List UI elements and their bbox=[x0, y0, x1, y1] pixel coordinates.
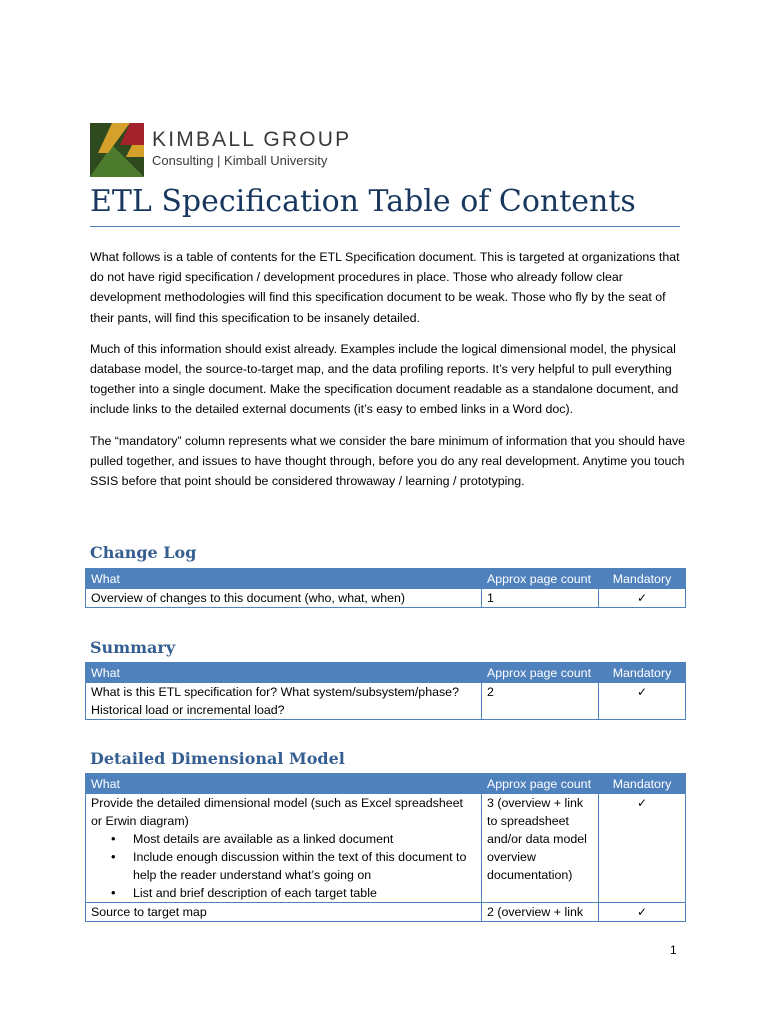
change-log-table bbox=[85, 568, 686, 608]
header-pages: Approx page count bbox=[482, 569, 599, 589]
header-mandatory: Mandatory bbox=[599, 663, 686, 683]
section-heading-summary: Summary bbox=[90, 638, 176, 657]
cell-what: What is this ETL specification for? What system/subsystem/phase? Historical load or incremental load? bbox=[86, 683, 482, 720]
checkmark-icon: ✓ bbox=[636, 685, 648, 699]
intro-paragraph: The “mandatory” column represents what we consider the bare minimum of information that you should have pulled together, and issues to have thought through, before you do any real development. Anytime you touch SSIS before that point should be considered throwaway / learning / prototyping. bbox=[90, 433, 686, 489]
table-row bbox=[86, 794, 686, 903]
checkmark-icon: ✓ bbox=[636, 591, 648, 605]
checkmark-icon: ✓ bbox=[636, 905, 648, 919]
page-number: 1 bbox=[670, 943, 677, 957]
dimensional-model-table bbox=[85, 773, 686, 922]
cell-pages: 2 (overview + link bbox=[482, 903, 599, 922]
table-header-row bbox=[86, 569, 686, 589]
kimball-logo-icon bbox=[90, 123, 144, 177]
section-heading-change-log: Change Log bbox=[90, 543, 197, 562]
cell-pages: 3 (overview + link to spreadsheet and/or data model overview documentation) bbox=[482, 794, 599, 903]
summary-table bbox=[85, 662, 686, 720]
header-what: What bbox=[86, 663, 482, 683]
cell-what: Source to target map bbox=[86, 903, 482, 922]
header-mandatory: Mandatory bbox=[599, 774, 686, 794]
list-item: • Include enough discussion within the text of this document to help the reader understand what’s going on bbox=[133, 848, 476, 884]
intro-paragraph: Much of this information should exist already. Examples include the logical dimensional model, the physical database model, the source-to-target map, and the data profiling reports. It’s very helpful to pull everything together into a single document. Make the specification document readable as a standalone document, and include links to the detailed external documents (it’s easy to embed links in a Word doc). bbox=[90, 341, 679, 417]
header-what: What bbox=[86, 774, 482, 794]
table-header-row bbox=[86, 663, 686, 683]
header-what: What bbox=[86, 569, 482, 589]
table-header-row bbox=[86, 774, 686, 794]
list-item: • List and brief description of each target table bbox=[133, 884, 476, 902]
brand-name: KIMBALL GROUP bbox=[152, 128, 352, 151]
intro-text bbox=[90, 247, 690, 502]
bullet-list bbox=[91, 830, 476, 902]
checkmark-icon: ✓ bbox=[636, 796, 648, 810]
table-row bbox=[86, 683, 686, 720]
cell-what-text: Provide the detailed dimensional model (such as Excel spreadsheet or Erwin diagram) bbox=[91, 796, 463, 828]
table-row bbox=[86, 903, 686, 922]
brand-subtitle: Consulting | Kimball University bbox=[152, 153, 328, 168]
brand-block bbox=[152, 128, 351, 169]
header-pages: Approx page count bbox=[482, 774, 599, 794]
header-mandatory: Mandatory bbox=[599, 569, 686, 589]
list-item: • Most details are available as a linked document bbox=[133, 830, 476, 848]
title-divider bbox=[90, 226, 680, 227]
section-heading-dimensional-model: Detailed Dimensional Model bbox=[90, 749, 345, 768]
cell-what bbox=[86, 794, 482, 903]
table-row bbox=[86, 589, 686, 608]
cell-pages: 2 bbox=[482, 683, 599, 720]
cell-pages: 1 bbox=[482, 589, 599, 608]
header-pages: Approx page count bbox=[482, 663, 599, 683]
document-title: ETL Specification Table of Contents bbox=[90, 184, 636, 219]
cell-what: Overview of changes to this document (who, what, when) bbox=[86, 589, 482, 608]
intro-paragraph: What follows is a table of contents for the ETL Specification document. This is targeted at organizations that do not have rigid specification / development procedures in place. Those who already follow clear development methodologies will find this specification document to be weak. Those who fly by the seat of their pants, will find this specification to be insanely detailed. bbox=[90, 250, 680, 325]
